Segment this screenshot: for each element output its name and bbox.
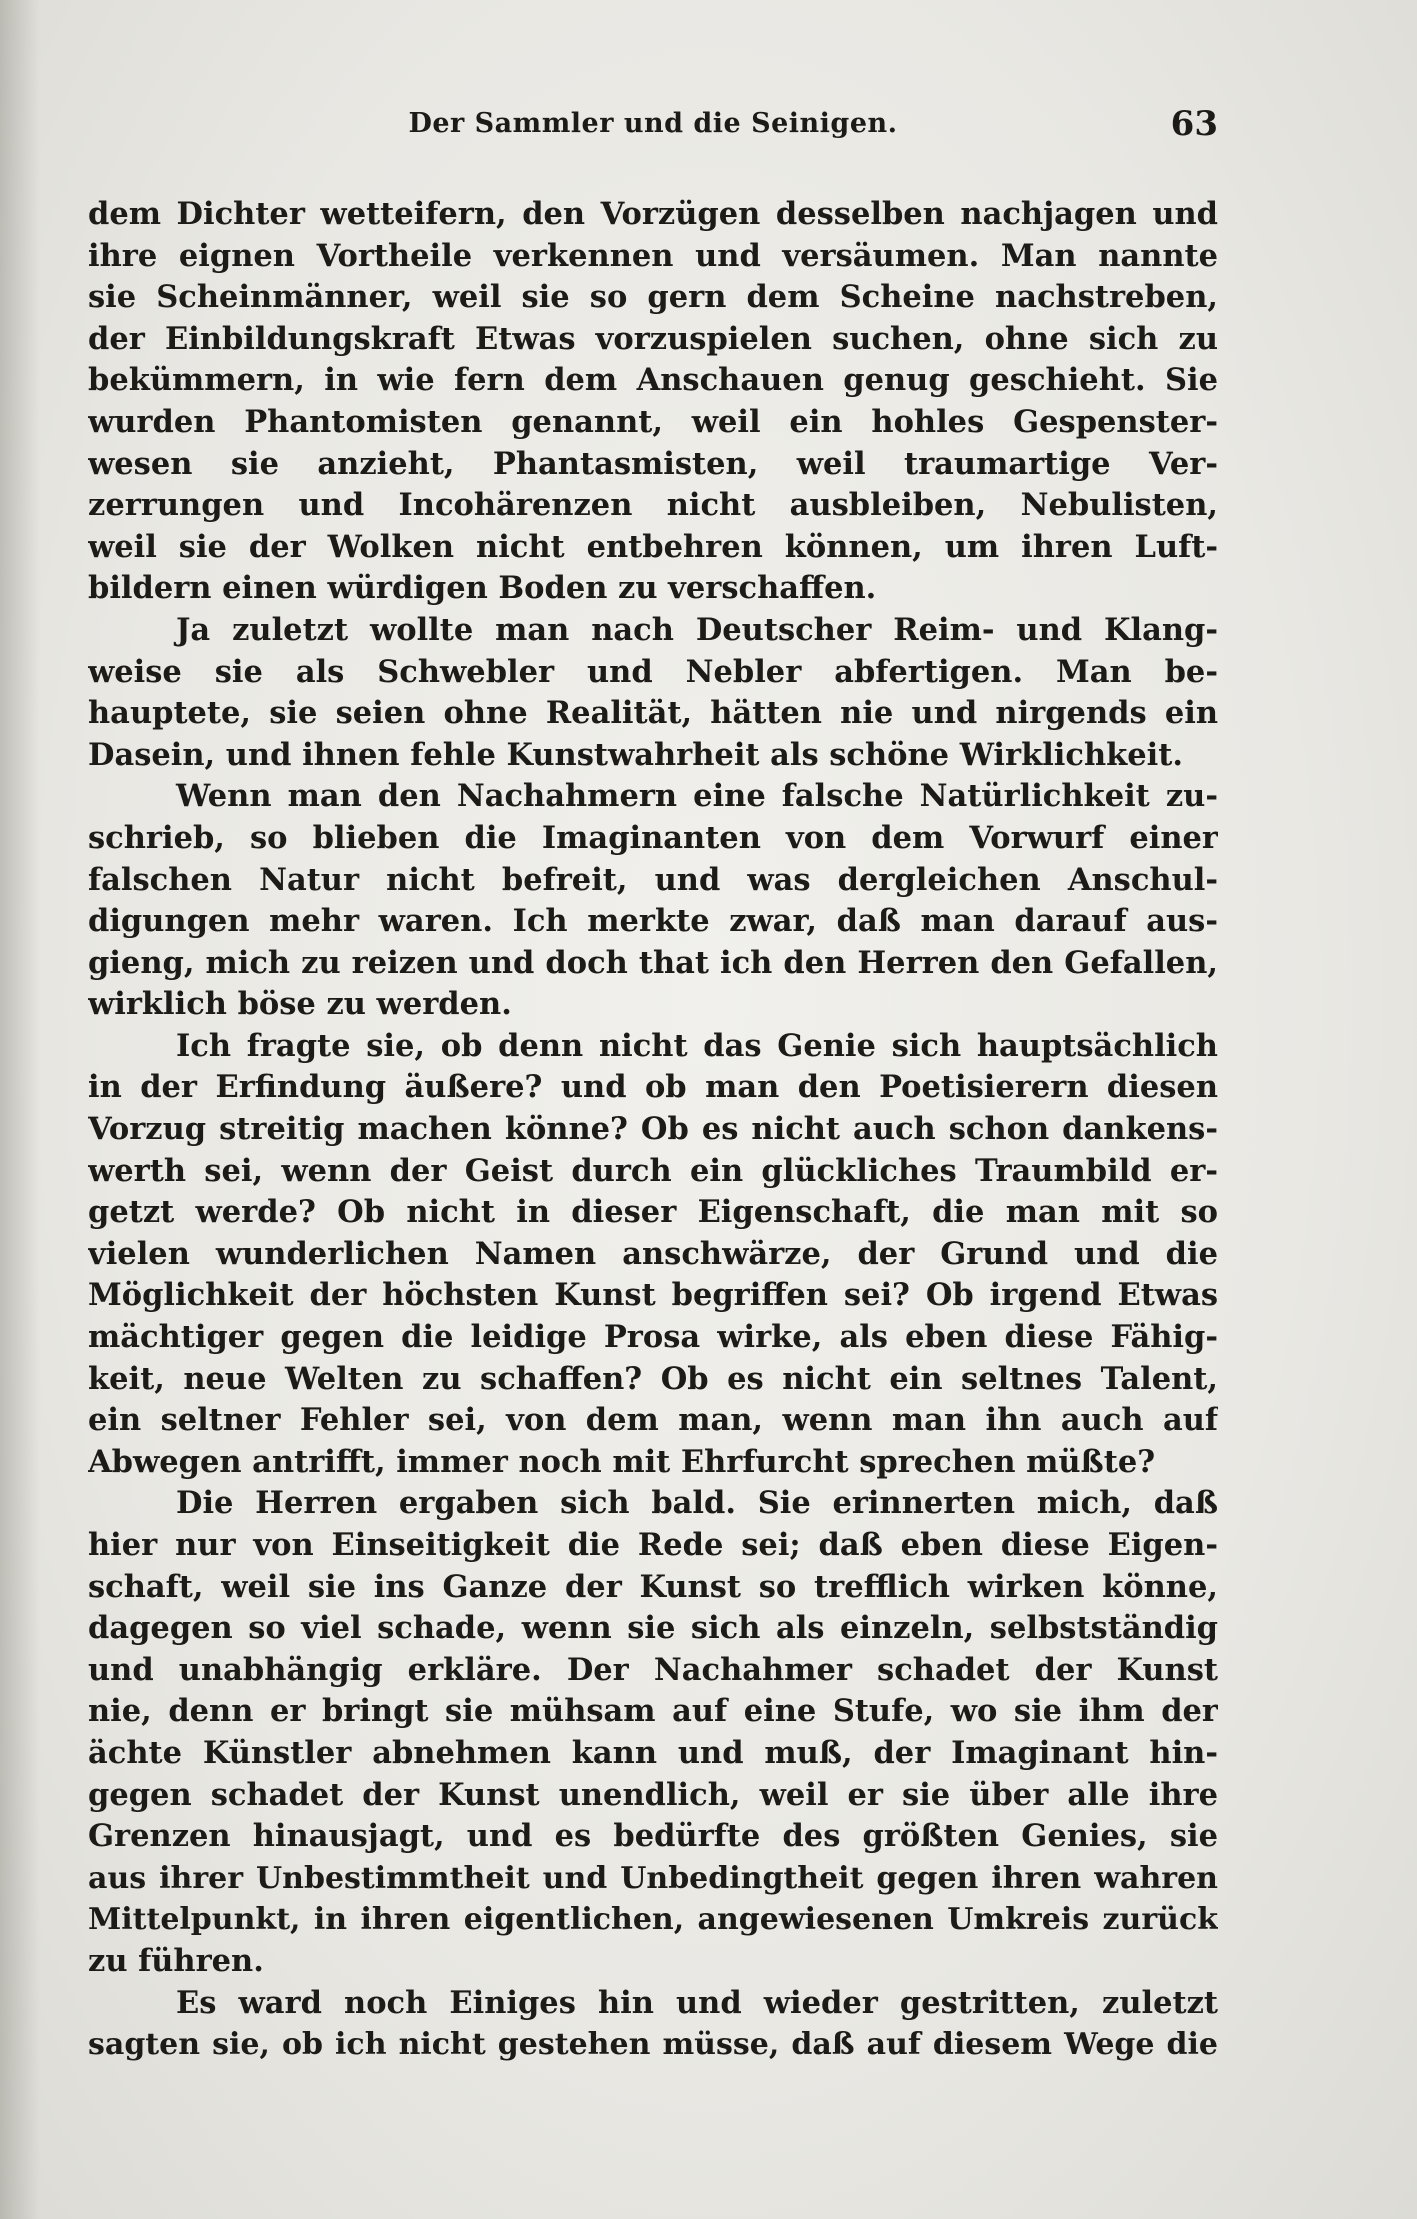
text-line: zerrungen und Incohärenzen nicht ausbleiben, Nebulisten, xyxy=(88,487,1218,524)
text-line: dem Dichter wetteifern, den Vorzügen desselben nachjagen und xyxy=(88,196,1218,232)
text-line: Möglichkeit der höchsten Kunst begriffen sei? Ob irgend Etwas xyxy=(88,1277,1218,1314)
text-line: hauptete, sie seien ohne Realität, hätten nie und nirgends ein xyxy=(88,695,1218,732)
text-line: Dasein, und ihnen fehle Kunstwahrheit als schöne Wirklichkeit. xyxy=(88,736,1183,773)
text-line: Wenn man den Nachahmern eine falsche Natürlichkeit zu- xyxy=(176,778,1218,815)
text-line: falschen Natur nicht befreit, und was dergleichen Anschul- xyxy=(88,861,1218,898)
text-line: sagten sie, ob ich nicht gestehen müsse, daß auf diesem Wege die xyxy=(88,2027,1218,2063)
text-line: wesen sie anzieht, Phantasmisten, weil traumartige Ver- xyxy=(88,445,1218,482)
text-line: keit, neue Welten zu schaffen? Ob es nicht ein seltnes Talent, xyxy=(88,1360,1218,1397)
text-line: digungen mehr waren. Ich merkte zwar, daß man darauf aus- xyxy=(88,903,1218,940)
running-head: Der Sammler und die Seinigen. xyxy=(408,108,898,139)
text-line: Ich fragte sie, ob denn nicht das Genie sich hauptsächlich xyxy=(176,1027,1218,1064)
text-line: mächtiger gegen die leidige Prosa wirke, als eben diese Fähig- xyxy=(88,1319,1218,1356)
text-line: bildern einen würdigen Boden zu verschaffen. xyxy=(88,570,877,607)
text-line: weise sie als Schwebler und Nebler abfertigen. Man be- xyxy=(88,653,1218,690)
text-line: getzt werde? Ob nicht in dieser Eigenschaft, die man mit so xyxy=(88,1194,1218,1231)
text-line: zu führen. xyxy=(88,1942,264,1979)
text-line: schrieb, so blieben die Imaginanten von dem Vorwurf einer xyxy=(88,819,1218,856)
text-line: in der Erfindung äußere? und ob man den Poetisierern diesen xyxy=(88,1069,1218,1106)
text-line: Abwegen antrifft, immer noch mit Ehrfurcht sprechen müßte? xyxy=(88,1443,1156,1480)
text-line: der Einbildungskraft Etwas vorzuspielen suchen, ohne sich zu xyxy=(88,320,1218,357)
text-line: vielen wunderlichen Namen anschwärze, der Grund und die xyxy=(88,1235,1218,1272)
spine-shadow xyxy=(0,0,40,2219)
text-line: aus ihrer Unbestimmtheit und Unbedingtheit gegen ihren wahren xyxy=(88,1860,1218,1896)
text-line: nie, denn er bringt sie mühsam auf eine Stufe, wo sie ihm der xyxy=(88,1693,1218,1730)
text-line: ein seltner Fehler sei, von dem man, wenn man ihn auch auf xyxy=(88,1402,1218,1439)
text-line: bekümmern, in wie fern dem Anschauen genug geschieht. Sie xyxy=(88,362,1218,399)
text-line: dagegen so viel schade, wenn sie sich als einzeln, selbstständig xyxy=(88,1610,1218,1647)
text-line: Die Herren ergaben sich bald. Sie erinnerten mich, daß xyxy=(176,1485,1218,1522)
text-line: ihre eignen Vortheile verkennen und versäumen. Man nannte xyxy=(88,237,1218,274)
text-line: Ja zuletzt wollte man nach Deutscher Reim- und Klang- xyxy=(176,611,1218,648)
text-line: Es ward noch Einiges hin und wieder gestritten, zuletzt xyxy=(176,1984,1218,2021)
text-line: Mittelpunkt, in ihren eigentlichen, angewiesenen Umkreis zurück xyxy=(88,1902,1218,1938)
body-text xyxy=(88,194,1218,2066)
text-line: sie Scheinmänner, weil sie so gern dem Scheine nachstreben, xyxy=(88,279,1218,316)
page-number: 63 xyxy=(1170,104,1218,144)
text-line: wurden Phantomisten genannt, weil ein hohles Gespenster- xyxy=(88,403,1218,440)
text-line: gieng, mich zu reizen und doch that ich den Herren den Gefallen, xyxy=(88,944,1218,981)
text-line: und unabhängig erkläre. Der Nachahmer schadet der Kunst xyxy=(88,1651,1218,1688)
text-line: hier nur von Einseitigkeit die Rede sei; daß eben diese Eigen- xyxy=(88,1527,1218,1563)
text-line: werth sei, wenn der Geist durch ein glückliches Traumbild er- xyxy=(88,1152,1218,1189)
text-line: gegen schadet der Kunst unendlich, weil er sie über alle ihre xyxy=(88,1776,1218,1813)
text-line: ächte Künstler abnehmen kann und muß, der Imaginant hin- xyxy=(88,1734,1218,1771)
text-line: Vorzug streitig machen könne? Ob es nicht auch schon dankens- xyxy=(88,1111,1218,1148)
text-line: schaft, weil sie ins Ganze der Kunst so trefflich wirken könne, xyxy=(88,1568,1218,1605)
text-line: wirklich böse zu werden. xyxy=(88,986,512,1023)
text-line: weil sie der Wolken nicht entbehren können, um ihren Luft- xyxy=(88,528,1218,565)
page-header xyxy=(88,104,1218,158)
text-line: Grenzen hinausjagt, und es bedürfte des größten Genies, sie xyxy=(88,1818,1218,1855)
